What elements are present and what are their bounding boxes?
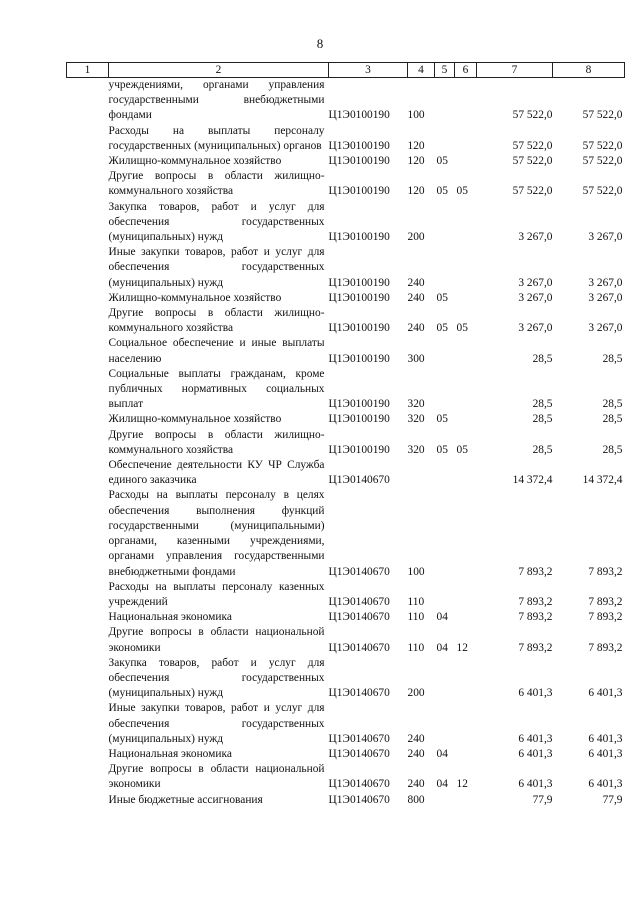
amount-2-cell: 28,5: [602, 352, 623, 365]
section-cell: [435, 656, 455, 702]
target-article-cell: Ц1Э0100190: [328, 398, 390, 411]
section-cell: 04: [436, 747, 448, 760]
table-row: [67, 336, 625, 366]
expense-type-cell: 110: [407, 611, 425, 624]
expense-type-cell: 240: [407, 291, 425, 304]
amount-1-cell: 3 267,0: [518, 276, 553, 289]
amount-1-cell: 57 522,0: [512, 155, 553, 168]
amount-2-cell: 28,5: [602, 413, 623, 426]
amount-1-cell: 57 522,0: [512, 109, 553, 122]
amount-2-cell: 6 401,3: [588, 732, 623, 745]
row-index-cell: [67, 78, 109, 124]
row-name-cell: Жилищно-коммунальное хозяйство: [108, 413, 282, 426]
row-name-cell: Другие вопросы в области жилищно-коммунального хозяйства: [108, 428, 325, 456]
subsection-cell: [455, 154, 477, 169]
row-index-cell: [67, 793, 109, 808]
target-article-cell: Ц1Э0140670: [328, 611, 390, 624]
section-cell: [435, 124, 455, 154]
target-article-cell: Ц1Э0140670: [328, 595, 390, 608]
amount-2-cell: 6 401,3: [588, 778, 623, 791]
row-index-cell: [67, 306, 109, 336]
row-index-cell: [67, 412, 109, 427]
table-row: [67, 747, 625, 762]
table-row: [67, 610, 625, 625]
section-cell: [435, 200, 455, 246]
amount-1-cell: 28,5: [532, 413, 553, 426]
table-row: [67, 291, 625, 306]
subsection-cell: 05: [456, 185, 468, 198]
amount-1-cell: 7 893,2: [518, 641, 553, 654]
row-name-cell: учреждениями, органами управления государственными внебюджетными фондами: [108, 79, 325, 122]
row-name-cell: Другие вопросы в области жилищно-коммунального хозяйства: [108, 307, 325, 335]
expense-type-cell: 240: [407, 747, 425, 760]
column-header-6: 6: [455, 63, 477, 78]
target-article-cell: Ц1Э0140670: [328, 732, 390, 745]
subsection-cell: 05: [456, 443, 468, 456]
row-name-cell: Иные закупки товаров, работ и услуг для обеспечения государственных (муниципальных) нужд: [108, 246, 325, 289]
row-name-cell: Обеспечение деятельности КУ ЧР Служба единого заказчика: [108, 459, 325, 487]
target-article-cell: Ц1Э0140670: [328, 565, 390, 578]
row-name-cell: Национальная экономика: [108, 747, 232, 760]
row-name-cell: Другие вопросы в области национальной экономики: [108, 763, 325, 791]
expense-type-cell: 120: [407, 139, 425, 152]
row-index-cell: [67, 124, 109, 154]
budget-table: [66, 62, 625, 808]
expense-type-cell: 110: [407, 595, 425, 608]
target-article-cell: Ц1Э0140670: [328, 641, 390, 654]
row-name-cell: Другие вопросы в области жилищно-коммунального хозяйства: [108, 170, 325, 198]
target-article-cell: Ц1Э0100190: [328, 443, 390, 456]
table-row: [67, 428, 625, 458]
row-index-cell: [67, 488, 109, 579]
amount-2-cell: 28,5: [602, 398, 623, 411]
target-article-cell: Ц1Э0100190: [328, 276, 390, 289]
row-index-cell: [67, 428, 109, 458]
section-cell: 04: [436, 641, 448, 654]
expense-type-cell: 240: [407, 276, 425, 289]
row-name-cell: Национальная экономика: [108, 611, 232, 624]
row-index-cell: [67, 701, 109, 747]
subsection-cell: 12: [456, 778, 468, 791]
row-name-cell: Жилищно-коммунальное хозяйство: [108, 155, 282, 168]
subsection-cell: [455, 78, 477, 124]
section-cell: 05: [436, 155, 448, 168]
amount-2-cell: 28,5: [602, 443, 623, 456]
subsection-cell: [455, 458, 477, 488]
amount-2-cell: 3 267,0: [588, 231, 623, 244]
target-article-cell: Ц1Э0140670: [328, 793, 390, 806]
section-cell: [435, 458, 455, 488]
subsection-cell: [455, 580, 477, 610]
table-row: [67, 762, 625, 792]
subsection-cell: [455, 367, 477, 413]
row-index-cell: [67, 747, 109, 762]
table-row: [67, 367, 625, 413]
amount-1-cell: 57 522,0: [512, 139, 553, 152]
row-index-cell: [67, 625, 109, 655]
target-article-cell: Ц1Э0140670: [328, 778, 390, 791]
column-header-7: 7: [477, 63, 553, 78]
row-name-cell: Расходы на выплаты персоналу государственных (муниципальных) органов: [108, 124, 325, 152]
amount-1-cell: 28,5: [532, 443, 553, 456]
expense-type-cell: 200: [407, 231, 425, 244]
expense-type-cell: 100: [407, 109, 425, 122]
expense-type-cell: 320: [407, 443, 425, 456]
table-row: [67, 200, 625, 246]
row-name-cell: Закупка товаров, работ и услуг для обеспечения государственных (муниципальных) нужд: [108, 656, 325, 700]
row-index-cell: [67, 656, 109, 702]
column-header-4: 4: [408, 63, 435, 78]
expense-type-cell: 320: [407, 413, 425, 426]
table-row: [67, 580, 625, 610]
target-article-cell: Ц1Э0100190: [328, 413, 390, 426]
amount-1-cell: 7 893,2: [518, 565, 553, 578]
section-cell: 05: [436, 185, 448, 198]
amount-2-cell: 3 267,0: [588, 276, 623, 289]
section-cell: [435, 580, 455, 610]
table-row: [67, 78, 625, 124]
table-row: [67, 458, 625, 488]
expense-type-cell: 100: [407, 565, 425, 578]
amount-2-cell: 57 522,0: [582, 109, 623, 122]
expense-type-cell: 120: [407, 185, 425, 198]
target-article-cell: Ц1Э0140670: [328, 747, 390, 760]
target-article-cell: Ц1Э0100190: [328, 291, 390, 304]
amount-2-cell: 7 893,2: [588, 641, 623, 654]
table-row: [67, 488, 625, 579]
expense-type-cell: 110: [407, 641, 425, 654]
row-index-cell: [67, 610, 109, 625]
row-name-cell: Иные закупки товаров, работ и услуг для обеспечения государственных (муниципальных) нужд: [108, 702, 325, 745]
amount-1-cell: 7 893,2: [518, 595, 553, 608]
table-row: [67, 245, 625, 291]
row-index-cell: [67, 200, 109, 246]
row-index-cell: [67, 458, 109, 488]
amount-1-cell: 6 401,3: [518, 778, 553, 791]
section-cell: [435, 793, 455, 808]
amount-1-cell: 77,9: [532, 793, 553, 806]
page-number: 8: [316, 36, 324, 51]
subsection-cell: [455, 793, 477, 808]
subsection-cell: [455, 488, 477, 579]
expense-type-cell: 320: [407, 398, 425, 411]
table-row: [67, 306, 625, 336]
section-cell: 05: [436, 291, 448, 304]
amount-2-cell: 3 267,0: [588, 291, 623, 304]
header-row: [67, 63, 625, 78]
table-body: [67, 78, 625, 808]
amount-2-cell: 6 401,3: [588, 747, 623, 760]
target-article-cell: Ц1Э0100190: [328, 109, 390, 122]
table-header: [67, 63, 625, 78]
section-cell: [435, 488, 455, 579]
amount-2-cell: 7 893,2: [588, 565, 623, 578]
subsection-cell: [455, 245, 477, 291]
expense-type-cell: 240: [407, 732, 425, 745]
row-name-cell: Жилищно-коммунальное хозяйство: [108, 291, 282, 304]
table-row: [67, 625, 625, 655]
row-name-cell: Расходы на выплаты персоналу в целях обеспечения выполнения функций государственными (муниципальными) органами, казенными учреждениями, органами управления государственными внебюджетными фондами: [108, 489, 325, 578]
row-index-cell: [67, 245, 109, 291]
column-header-1: 1: [67, 63, 109, 78]
row-index-cell: [67, 169, 109, 199]
row-index-cell: [67, 580, 109, 610]
amount-2-cell: 77,9: [602, 793, 623, 806]
table-row: [67, 656, 625, 702]
amount-1-cell: 28,5: [532, 352, 553, 365]
subsection-cell: [455, 610, 477, 625]
expense-type-cell: 800: [407, 793, 425, 806]
subsection-cell: [455, 656, 477, 702]
target-article-cell: Ц1Э0100190: [328, 185, 390, 198]
target-article-cell: Ц1Э0140670: [328, 474, 390, 487]
amount-2-cell: 7 893,2: [588, 611, 623, 624]
row-name-cell: Социальные выплаты гражданам, кроме публичных нормативных социальных выплат: [108, 367, 325, 411]
subsection-cell: [455, 747, 477, 762]
subsection-cell: 05: [456, 322, 468, 335]
column-header-2: 2: [109, 63, 329, 78]
section-cell: [435, 367, 455, 413]
table-row: [67, 124, 625, 154]
row-name-cell: Закупка товаров, работ и услуг для обеспечения государственных (муниципальных) нужд: [108, 200, 325, 244]
row-name-cell: Другие вопросы в области национальной экономики: [108, 626, 325, 654]
subsection-cell: [455, 291, 477, 306]
table-row: [67, 793, 625, 808]
column-header-3: 3: [329, 63, 408, 78]
section-cell: [435, 245, 455, 291]
amount-2-cell: 14 372,4: [582, 474, 623, 487]
subsection-cell: [455, 200, 477, 246]
amount-2-cell: 57 522,0: [582, 185, 623, 198]
target-article-cell: Ц1Э0100190: [328, 139, 390, 152]
amount-2-cell: 3 267,0: [588, 322, 623, 335]
row-index-cell: [67, 367, 109, 413]
amount-1-cell: 14 372,4: [512, 474, 553, 487]
table-row: [67, 701, 625, 747]
section-cell: [435, 701, 455, 747]
table-row: [67, 154, 625, 169]
amount-1-cell: 6 401,3: [518, 732, 553, 745]
subsection-cell: [455, 701, 477, 747]
target-article-cell: Ц1Э0100190: [328, 231, 390, 244]
target-article-cell: Ц1Э0100190: [328, 322, 390, 335]
amount-1-cell: 6 401,3: [518, 687, 553, 700]
row-index-cell: [67, 762, 109, 792]
amount-1-cell: 57 522,0: [512, 185, 553, 198]
target-article-cell: Ц1Э0100190: [328, 155, 390, 168]
column-header-8: 8: [553, 63, 625, 78]
column-header-5: 5: [435, 63, 455, 78]
subsection-cell: [455, 336, 477, 366]
target-article-cell: Ц1Э0100190: [328, 352, 390, 365]
amount-1-cell: 28,5: [532, 398, 553, 411]
subsection-cell: 12: [456, 641, 468, 654]
amount-1-cell: 3 267,0: [518, 322, 553, 335]
expense-type-cell: 300: [407, 352, 425, 365]
section-cell: 05: [436, 322, 448, 335]
target-article-cell: Ц1Э0140670: [328, 687, 390, 700]
subsection-cell: [455, 124, 477, 154]
amount-1-cell: 6 401,3: [518, 747, 553, 760]
section-cell: [435, 78, 455, 124]
section-cell: 04: [436, 611, 448, 624]
amount-2-cell: 57 522,0: [582, 139, 623, 152]
expense-type-cell: 200: [407, 687, 425, 700]
section-cell: 05: [436, 443, 448, 456]
expense-type-cell: 240: [407, 778, 425, 791]
table-row: [67, 169, 625, 199]
expense-type-cell: 240: [407, 322, 425, 335]
amount-1-cell: 7 893,2: [518, 611, 553, 624]
subsection-cell: [455, 412, 477, 427]
row-name-cell: Расходы на выплаты персоналу казенных учреждений: [108, 580, 325, 608]
amount-2-cell: 57 522,0: [582, 155, 623, 168]
section-cell: [435, 336, 455, 366]
row-index-cell: [67, 336, 109, 366]
section-cell: 04: [436, 778, 448, 791]
table-row: [67, 412, 625, 427]
expense-type-cell: [408, 458, 435, 488]
amount-2-cell: 6 401,3: [588, 687, 623, 700]
row-name-cell: Социальное обеспечение и иные выплаты населению: [108, 337, 325, 365]
amount-2-cell: 7 893,2: [588, 595, 623, 608]
row-index-cell: [67, 154, 109, 169]
expense-type-cell: 120: [407, 155, 425, 168]
amount-1-cell: 3 267,0: [518, 231, 553, 244]
amount-1-cell: 3 267,0: [518, 291, 553, 304]
row-index-cell: [67, 291, 109, 306]
row-name-cell: Иные бюджетные ассигнования: [108, 793, 263, 806]
section-cell: 05: [436, 413, 448, 426]
